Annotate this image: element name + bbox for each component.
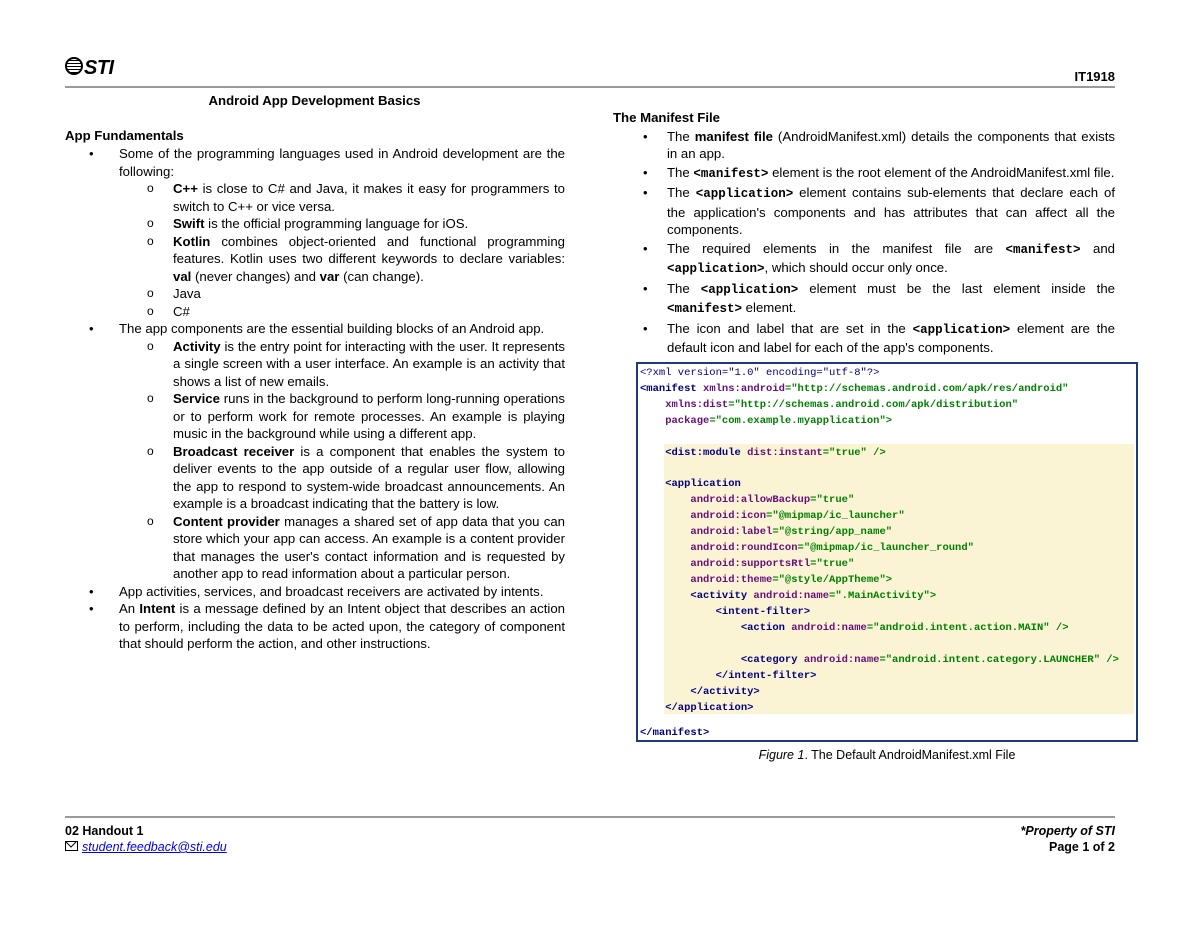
feedback-email-link[interactable]: student.feedback@sti.edu <box>82 840 227 854</box>
list-item: o Activity is the entry point for interacting with the user. It represents a single screen with a user interface. An example is an activity that shows a list of new emails. <box>119 338 565 391</box>
components-list <box>119 338 565 583</box>
handout-label: 02 Handout 1 <box>65 824 144 838</box>
list-item: • The required elements in the manifest file are <manifest> and <application>, which should occur only once. <box>613 240 1115 279</box>
list-item: • The <application> element contains sub-elements that declare each of the application's components and has attributes that can affect all the components. <box>613 184 1115 239</box>
code-line: <manifest xmlns:android="http://schemas.android.com/apk/res/android" <box>640 383 1069 395</box>
code-line: package="com.example.myapplication"> <box>640 415 893 427</box>
list-item: • The icon and label that are set in the <application> element are the default icon and label for each of the app's components. <box>613 320 1115 357</box>
right-column <box>613 109 1115 358</box>
list-item: o Kotlin combines object-oriented and functional programming features. Kotlin uses two different keywords to declare variables: val (never changes) and var (can change). <box>119 233 565 286</box>
code-line: android:allowBackup="true" <box>640 494 855 506</box>
code-line: <application <box>640 478 741 490</box>
sti-logo: STI <box>65 57 114 80</box>
code-line: android:theme="@style/AppTheme"> <box>640 574 893 586</box>
list-item: o C# <box>119 303 565 321</box>
footer-right <box>1021 823 1115 855</box>
languages-list <box>119 180 565 320</box>
list-item: • The <manifest> element is the root element of the AndroidManifest.xml file. <box>613 164 1115 184</box>
figure-caption: Figure 1. The Default AndroidManifest.xml File <box>758 748 1016 762</box>
code-line: xmlns:dist="http://schemas.android.com/apk/distribution" <box>640 399 1019 411</box>
code-line: android:supportsRtl="true" <box>640 558 855 570</box>
code-line: <category android:name="android.intent.category.LAUNCHER" /> <box>640 654 1119 666</box>
code-line: <activity android:name=".MainActivity"> <box>640 590 937 602</box>
code-line: </application> <box>640 702 754 714</box>
property-notice: *Property of STI <box>1020 824 1115 838</box>
fundamentals-list <box>65 145 565 653</box>
list-item: • The manifest file (AndroidManifest.xml) details the components that exists in an app. <box>613 128 1115 163</box>
page-number: Page 1 of 2 <box>1049 840 1115 854</box>
feedback-line <box>65 839 227 855</box>
code-line: <dist:module dist:instant="true" /> <box>640 447 886 459</box>
list-item: o Content provider manages a shared set of app data that you can store which your app can access. An example is a content provider that manages the user's contact information and is requested by another app to read information about a particular person. <box>119 513 565 583</box>
list-item: • The <application> element must be the last element inside the <manifest> element. <box>613 280 1115 319</box>
code-line: </activity> <box>640 686 760 698</box>
code-line: <action android:name="android.intent.action.MAIN" /> <box>640 622 1069 634</box>
list-item: o C++ is close to C# and Java, it makes it easy for programmers to switch to C++ or vice versa. <box>119 180 565 215</box>
globe-icon <box>65 57 83 75</box>
code-line: android:icon="@mipmap/ic_launcher" <box>640 510 905 522</box>
manifest-code-figure <box>636 362 1138 742</box>
left-column <box>65 92 565 653</box>
code-line: </intent-filter> <box>640 670 817 682</box>
code-line: android:roundIcon="@mipmap/ic_launcher_round" <box>640 542 974 554</box>
header-divider <box>65 86 1115 88</box>
code-line: <?xml version="1.0" encoding="utf-8"?> <box>640 367 880 379</box>
code-line: </manifest> <box>640 727 710 739</box>
section-heading-manifest-file: The Manifest File <box>613 110 720 125</box>
list-item: o Swift is the official programming language for iOS. <box>119 215 565 233</box>
document-title: Android App Development Basics <box>208 93 421 108</box>
list-item: • An Intent is a message defined by an Intent object that describes an action to perform, including the data to be acted upon, the category of component that should perform the action, and other instructions. <box>65 600 565 653</box>
code-line: android:label="@string/app_name" <box>640 526 893 538</box>
code-line: <intent-filter> <box>640 606 811 618</box>
footer-left <box>65 823 227 855</box>
list-item: o Broadcast receiver is a component that enables the system to deliver events to the app outside of a regular user flow, allowing the app to respond to system-wide broadcast announcements. An example is a broadcast indicating that the battery is low. <box>119 443 565 513</box>
envelope-icon <box>65 841 78 851</box>
list-item: o Java <box>119 285 565 303</box>
list-item: o Service runs in the background to perform long-running operations or to perform work for remote processes. An example is playing music in the background while using a different app. <box>119 390 565 443</box>
list-item: • App activities, services, and broadcast receivers are activated by intents. <box>65 583 565 601</box>
section-heading-app-fundamentals: App Fundamentals <box>65 127 184 143</box>
list-item: • The app components are the essential building blocks of an Android app. o Activity is the entry point for interacting with the user. It represents a single screen with a user interface. An example is an activity that shows a list of new emails. o Service runs in the background to perform long-running operations or to perform work for remote processes. An example is playing music in the background while using a different app. o Broadcast receiver is a component that enables the system to deliver events to the app outside of a regular user flow, allowing the app to respond to system-wide broadcast announcements. An example is a broadcast indicating that the battery is low. o Content provider manages a shared set of app data that you can store which your app can access. An example is a content provider that manages the user's contact information and is requested by another app to read information about a particular person. <box>65 320 565 583</box>
footer-divider <box>65 816 1115 818</box>
manifest-list <box>613 128 1115 357</box>
list-item: • Some of the programming languages used in Android development are the following: o C++ is close to C# and Java, it makes it easy for programmers to switch to C++ or vice versa. o Swift is the official programming language for iOS. o Kotlin combines object-oriented and functional programming features. Kotlin uses two different keywords to declare variables: val (never changes) and var (can change). o Java o C# <box>65 145 565 320</box>
document-code: IT1918 <box>1074 69 1115 84</box>
